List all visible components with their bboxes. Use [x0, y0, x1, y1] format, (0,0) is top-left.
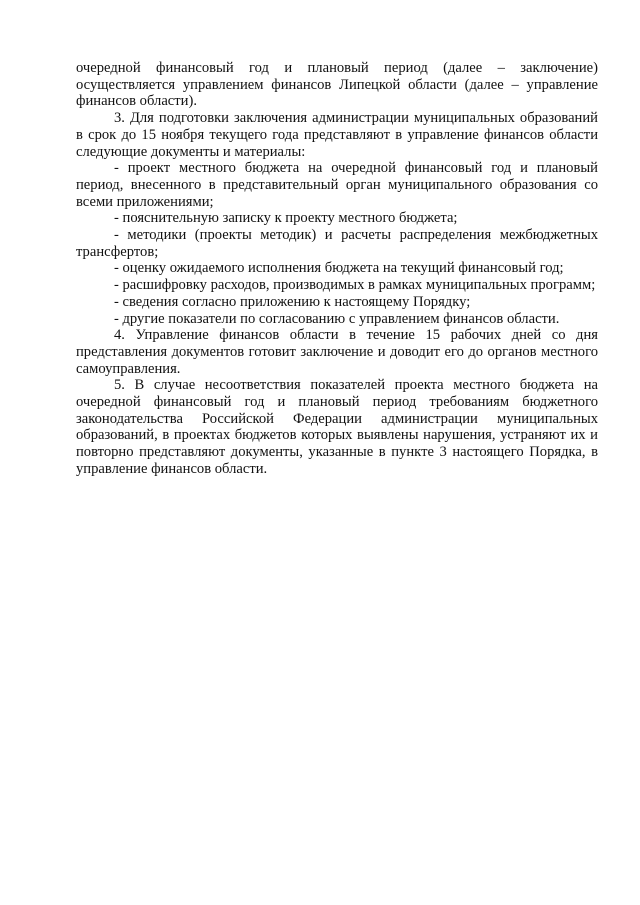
paragraph-item-5: 5. В случае несоответствия показателей проекта местного бюджета на очередной финансовый год и плановый период требованиям бюджетного законодательства Российской Федерации администрации муниципальных образований, в проектах бюджетов которых выявлены нарушения, устраняют их и повторно представляют документы, указанные в пункте 3 настоящего Порядка, в управление финансов области. [76, 377, 598, 477]
list-item-budget-draft: - проект местного бюджета на очередной финансовый год и плановый период, внесенного в представительный орган муниципального образования со всеми приложениями; [76, 160, 598, 210]
document-body [76, 60, 598, 478]
list-item-execution-estimate: - оценку ожидаемого исполнения бюджета на текущий финансовый год; [114, 260, 564, 277]
paragraph-item-3: 3. Для подготовки заключения администрации муниципальных образований в срок до 15 ноября текущего года представляют в управление финансов области следующие документы и материалы: [76, 110, 598, 160]
list-item-appendix-info: - сведения согласно приложению к настоящему Порядку; [114, 293, 471, 310]
paragraph-item-4: 4. Управление финансов области в течение 15 рабочих дней со дня представления документов готовит заключение и доводит его до органов местного самоуправления. [76, 327, 598, 377]
paragraph-continuation: очередной финансовый год и плановый период (далее – заключение) осуществляется управлением финансов Липецкой области (далее – управление финансов области). [76, 60, 598, 110]
list-item-other-indicators: - другие показатели по согласованию с управлением финансов области. [114, 310, 560, 327]
list-item-methods: - методики (проекты методик) и расчеты распределения межбюджетных трансфертов; [76, 227, 598, 260]
list-item-expense-breakdown: - расшифровку расходов, производимых в рамках муниципальных программ; [114, 277, 596, 294]
list-item-explanatory-note: - пояснительную записку к проекту местного бюджета; [114, 210, 458, 227]
